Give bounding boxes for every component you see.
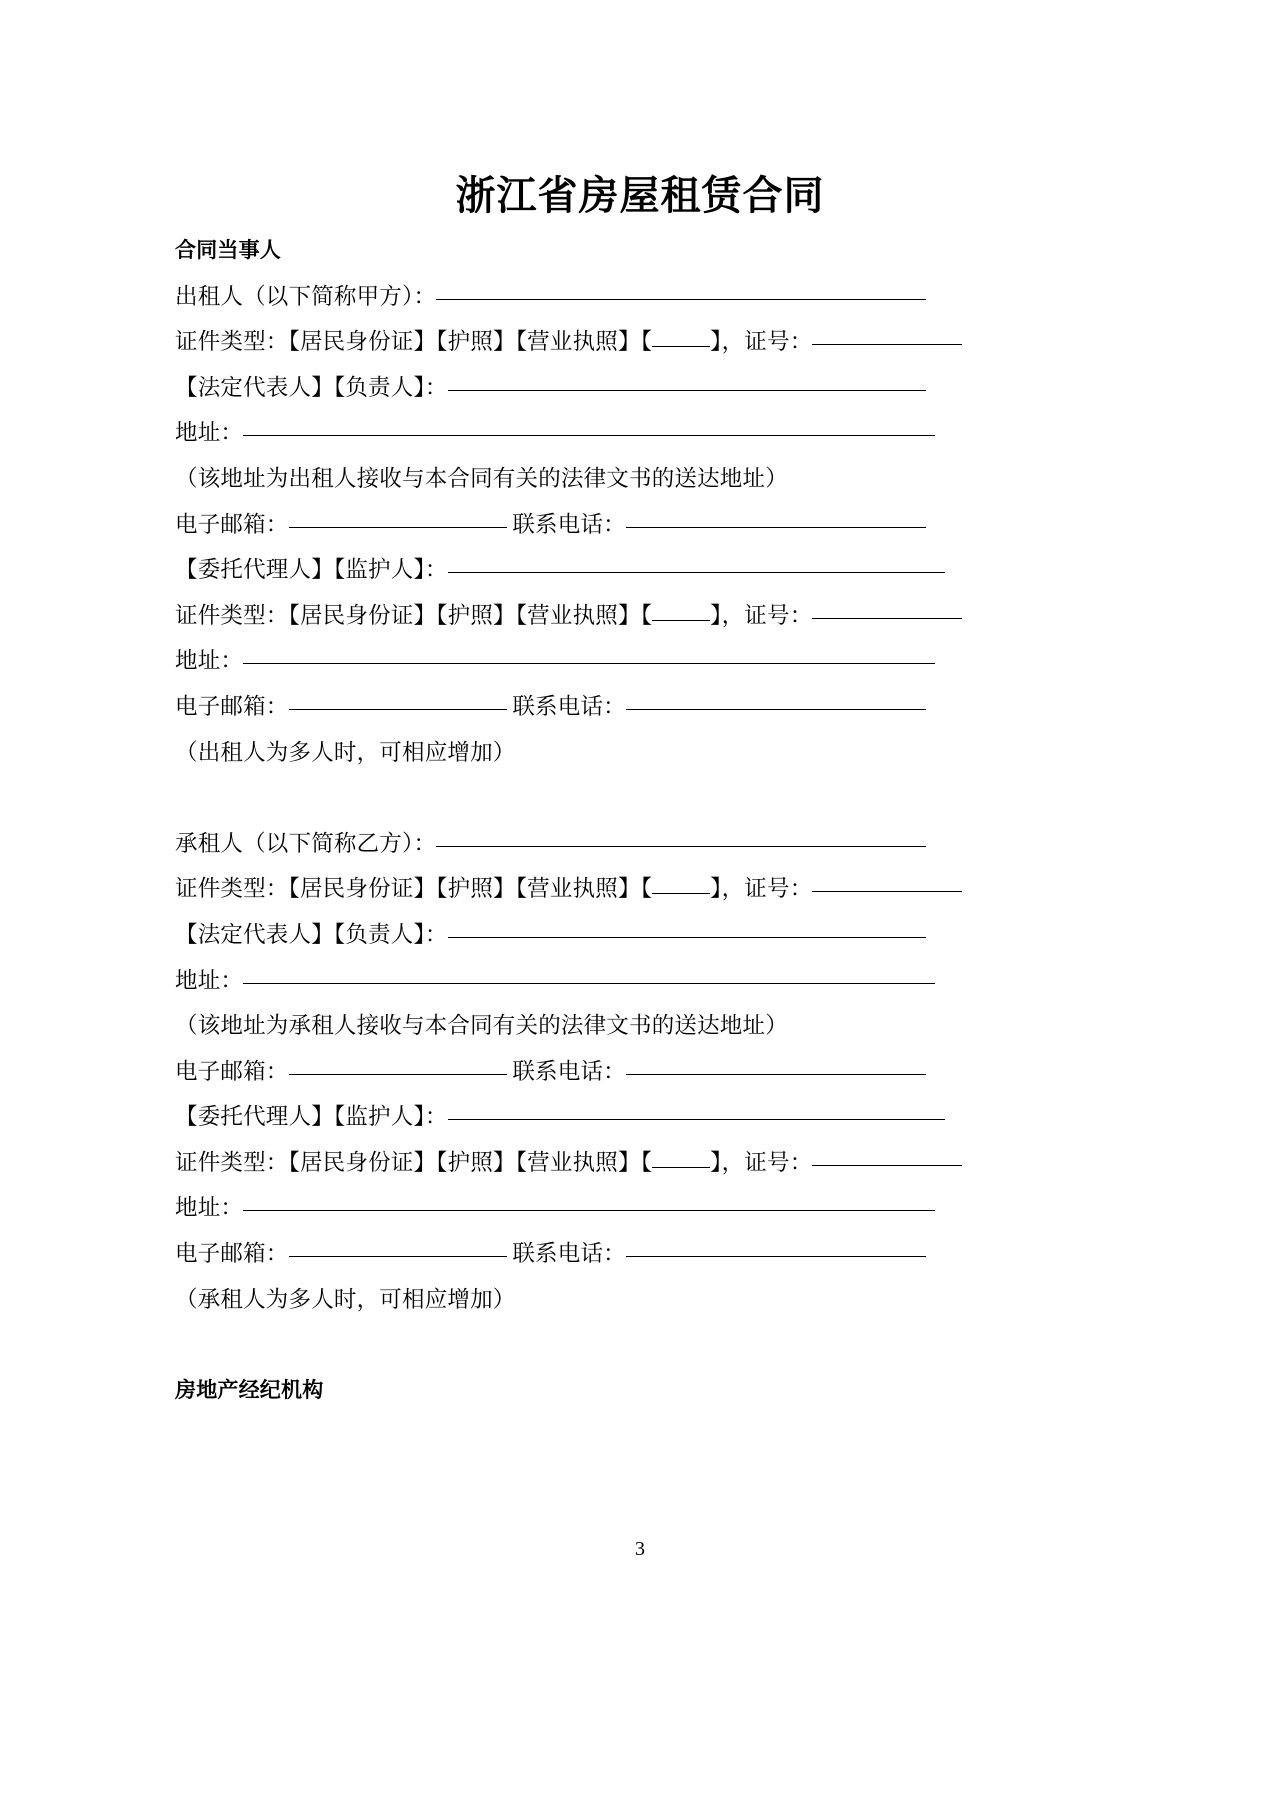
address-label: 地址： (175, 648, 244, 674)
lessor-contact-row (175, 502, 965, 548)
lessee-label: 承租人（以下简称乙方）： (175, 830, 437, 856)
lessee-agent-address-row (175, 1185, 965, 1231)
id-type-prefix: 证件类型： (175, 329, 289, 355)
id-option-business-license[interactable]: 【营业执照】 (515, 1149, 641, 1175)
lessor-agent-id-number-blank[interactable] (812, 618, 962, 619)
phone-label: 联系电话： (512, 1058, 626, 1084)
address-label: 地址： (175, 1195, 244, 1221)
id-option-other-blank[interactable] (652, 1167, 710, 1168)
id-option-business-license[interactable]: 【营业执照】 (515, 329, 641, 355)
id-option-other-open: 【 (640, 1149, 653, 1175)
id-option-other-blank[interactable] (652, 620, 710, 621)
email-label: 电子邮箱： (175, 511, 289, 537)
lessee-contact-row (175, 1049, 965, 1095)
spacer-line (175, 1322, 965, 1368)
agent-guardian-label: 【委托代理人】【监护人】： (175, 557, 448, 583)
lessee-agent-contact-row (175, 1231, 965, 1277)
id-number-label: 证号： (744, 602, 813, 628)
section-heading-broker: 房地产经纪机构 (175, 1378, 324, 1402)
lessor-name-blank[interactable] (436, 299, 926, 300)
lessee-service-address-note: （该地址为承租人接收与本合同有关的法律文书的送达地址） (175, 1013, 788, 1039)
id-option-other-blank[interactable] (652, 346, 710, 347)
lessee-agent-id-type-row (175, 1140, 965, 1186)
id-comma: ， (721, 602, 745, 628)
id-option-resident[interactable]: 【居民身份证】 (288, 602, 437, 628)
lessee-email-blank[interactable] (289, 1074, 507, 1075)
id-option-other-open: 【 (640, 876, 653, 902)
phone-label: 联系电话： (512, 693, 626, 719)
lessee-agent-blank[interactable] (448, 1119, 945, 1120)
lessee-agent-phone-blank[interactable] (626, 1256, 926, 1257)
lessee-multiple-note: （承租人为多人时，可相应增加） (175, 1286, 516, 1312)
legal-rep-label: 【法定代表人】【负责人】： (175, 374, 448, 400)
id-option-other-close: 】 (710, 602, 722, 628)
id-option-passport[interactable]: 【护照】 (436, 1149, 516, 1175)
lessee-agent-address-blank[interactable] (243, 1210, 935, 1211)
legal-rep-label: 【法定代表人】【负责人】： (175, 921, 448, 947)
lessor-agent-phone-blank[interactable] (626, 709, 926, 710)
id-comma: ， (721, 1149, 745, 1175)
id-option-business-license[interactable]: 【营业执照】 (515, 602, 641, 628)
lessor-id-number-blank[interactable] (812, 344, 962, 345)
lessee-name-blank[interactable] (436, 846, 926, 847)
email-label: 电子邮箱： (175, 1241, 289, 1267)
id-type-prefix: 证件类型： (175, 876, 289, 902)
lessor-label: 出租人（以下简称甲方）： (175, 283, 437, 309)
id-number-label: 证号： (744, 329, 813, 355)
id-option-resident[interactable]: 【居民身份证】 (288, 329, 437, 355)
lessee-legal-rep-row (175, 912, 965, 958)
phone-label: 联系电话： (512, 1241, 626, 1267)
id-number-label: 证号： (744, 876, 813, 902)
phone-label: 联系电话： (512, 511, 626, 537)
lessor-agent-address-blank[interactable] (243, 663, 935, 664)
lessor-legal-rep-row (175, 365, 965, 411)
lessor-agent-contact-row (175, 684, 965, 730)
lessor-phone-blank[interactable] (626, 527, 926, 528)
lessor-id-type-row (175, 319, 965, 365)
lessee-address-blank[interactable] (243, 983, 935, 984)
id-option-other-close: 】 (710, 329, 722, 355)
lessor-legal-rep-blank[interactable] (448, 390, 926, 391)
spacer-line (175, 775, 965, 821)
id-option-passport[interactable]: 【护照】 (436, 602, 516, 628)
lessor-agent-address-row (175, 638, 965, 684)
id-option-resident[interactable]: 【居民身份证】 (288, 1149, 437, 1175)
lessor-agent-email-blank[interactable] (289, 709, 507, 710)
lessee-id-type-row (175, 866, 965, 912)
id-comma: ， (721, 329, 745, 355)
lessee-id-number-blank[interactable] (812, 891, 962, 892)
lessor-address-blank[interactable] (243, 435, 935, 436)
id-option-other-open: 【 (640, 602, 653, 628)
lessor-email-blank[interactable] (289, 527, 507, 528)
address-label: 地址： (175, 420, 244, 446)
lessor-agent-id-type-row (175, 593, 965, 639)
id-option-business-license[interactable]: 【营业执照】 (515, 876, 641, 902)
section-heading-parties: 合同当事人 (175, 239, 281, 262)
lessee-address-row (175, 958, 965, 1004)
email-label: 电子邮箱： (175, 1058, 289, 1084)
lessee-name-row (175, 821, 965, 867)
id-option-other-close: 】 (710, 1149, 722, 1175)
id-type-prefix: 证件类型： (175, 602, 289, 628)
id-option-resident[interactable]: 【居民身份证】 (288, 876, 437, 902)
id-type-prefix: 证件类型： (175, 1149, 289, 1175)
email-label: 电子邮箱： (175, 693, 289, 719)
address-label: 地址： (175, 967, 244, 993)
id-option-other-close: 】 (710, 876, 722, 902)
id-option-other-open: 【 (640, 329, 653, 355)
contract-body (175, 228, 965, 1413)
lessor-agent-blank[interactable] (448, 572, 945, 573)
lessor-address-row (175, 410, 965, 456)
lessor-service-address-note: （该地址为出租人接收与本合同有关的法律文书的送达地址） (175, 465, 788, 491)
lessee-phone-blank[interactable] (626, 1074, 926, 1075)
lessee-legal-rep-blank[interactable] (448, 937, 926, 938)
lessee-agent-id-number-blank[interactable] (812, 1165, 962, 1166)
lessee-agent-email-blank[interactable] (289, 1256, 507, 1257)
id-option-passport[interactable]: 【护照】 (436, 329, 516, 355)
lessor-name-row (175, 274, 965, 320)
id-comma: ， (721, 876, 745, 902)
agent-guardian-label: 【委托代理人】【监护人】： (175, 1104, 448, 1130)
lessee-agent-row (175, 1094, 965, 1140)
lessor-multiple-note: （出租人为多人时，可相应增加） (175, 739, 516, 765)
id-number-label: 证号： (744, 1149, 813, 1175)
page-title: 浙江省房屋租赁合同 (455, 173, 825, 218)
id-option-other-blank[interactable] (652, 893, 710, 894)
id-option-passport[interactable]: 【护照】 (436, 876, 516, 902)
lessor-agent-row (175, 547, 965, 593)
page-number: 3 (635, 1538, 645, 1560)
